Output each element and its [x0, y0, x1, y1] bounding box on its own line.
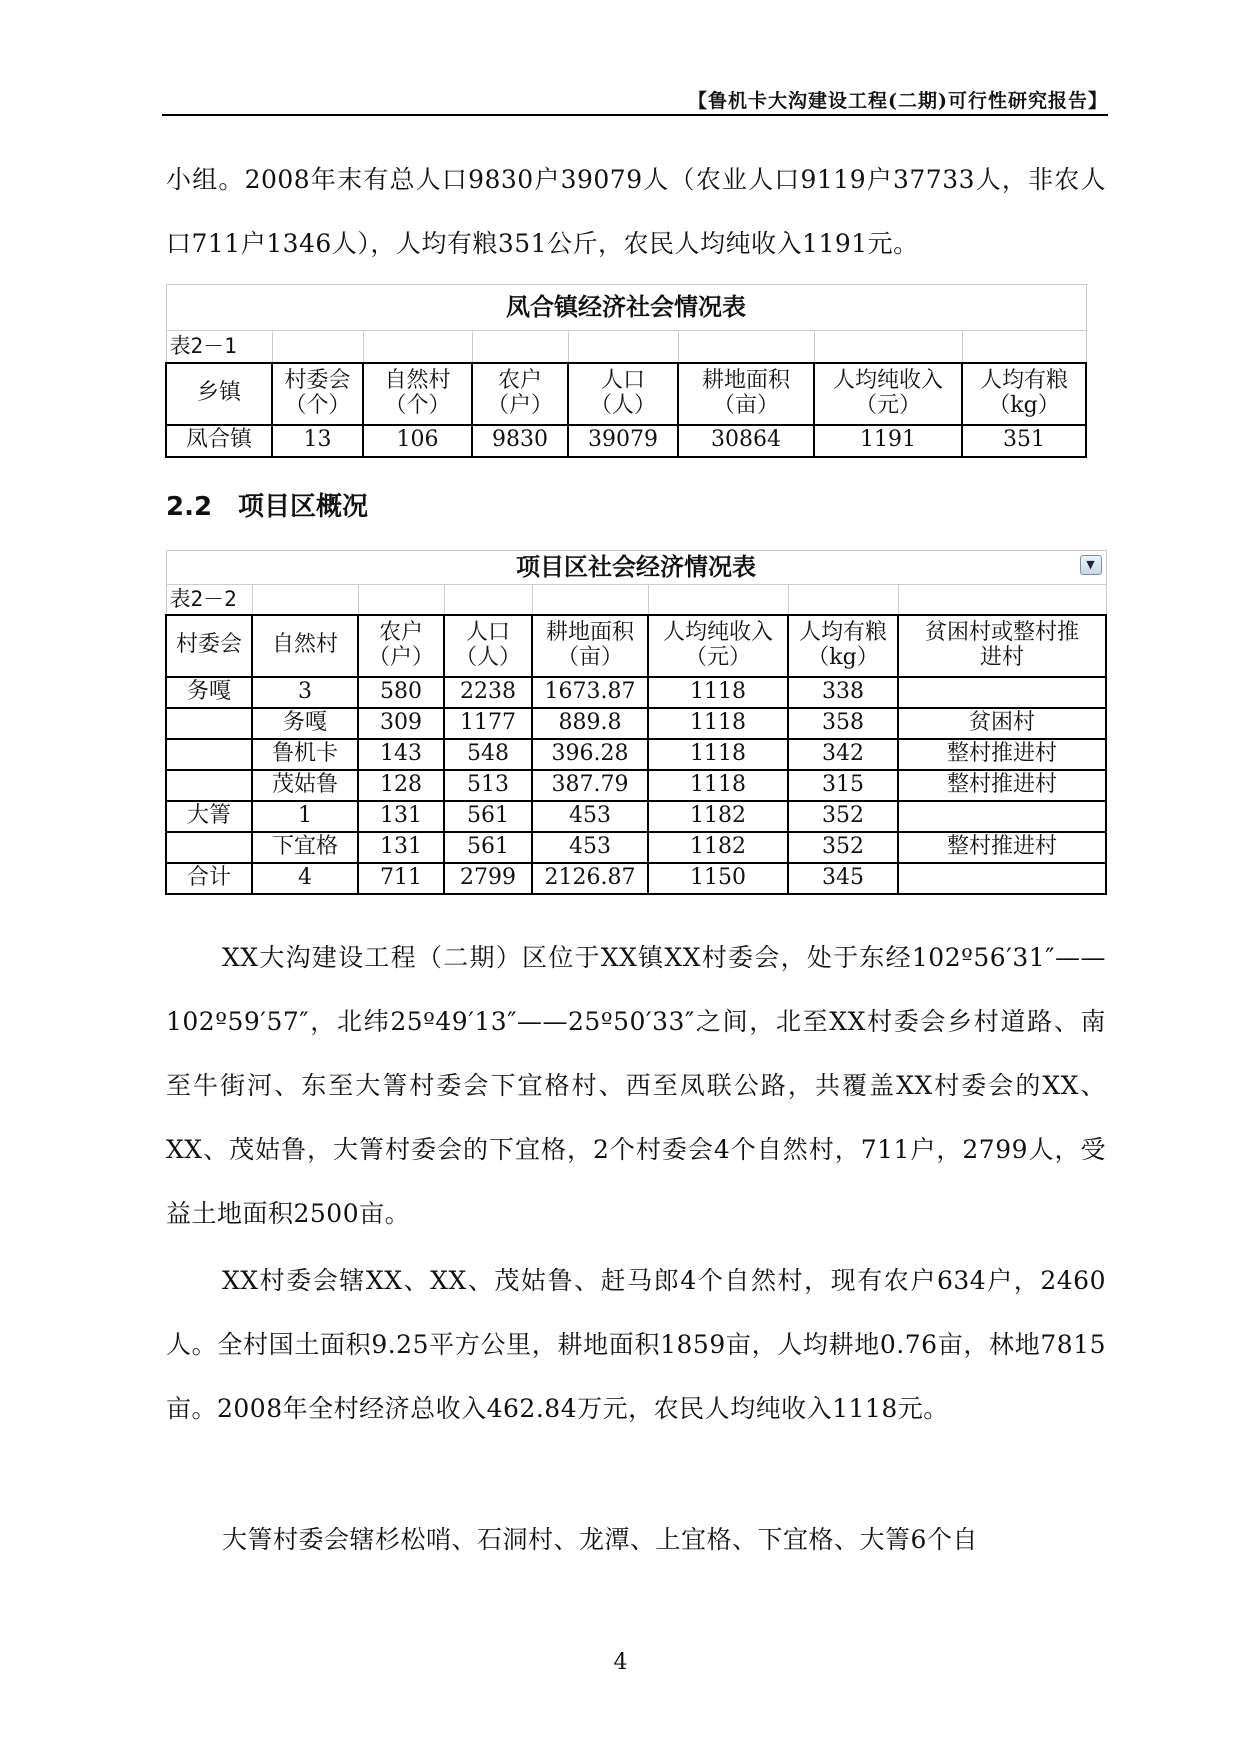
table2-cell: 下宜格 — [252, 832, 358, 863]
page-number: 4 — [613, 1650, 628, 1675]
table2-cell: 345 — [788, 863, 898, 894]
table2-cell: 4 — [252, 863, 358, 894]
table2-cell — [166, 708, 252, 739]
table2-header-cell: 人均有粮 （kg） — [788, 615, 898, 677]
chevron-down-icon[interactable]: ▼ — [1080, 555, 1102, 575]
paragraph-daqing: 大箐村委会辖杉松哨、石洞村、龙潭、上宜格、下宜格、大箐6个自 — [222, 1525, 978, 1554]
table1-cell: 1191 — [814, 425, 962, 457]
table2-cell: 387.79 — [532, 770, 648, 801]
table2-title-cell — [166, 551, 1106, 585]
table2-header-cell: 村委会 — [166, 615, 252, 677]
table1-header-cell: 人均有粮 （kg） — [962, 363, 1086, 425]
table2-header-cell: 贫困村或整村推 进村 — [898, 615, 1106, 677]
table2-cell: 2238 — [444, 677, 532, 708]
table1-header-cell: 耕地面积 （亩） — [678, 363, 814, 425]
table2-cell: 1 — [252, 801, 358, 832]
table2-cell: 贫困村 — [898, 708, 1106, 739]
table2-cell: 396.28 — [532, 739, 648, 770]
table2-cell: 131 — [358, 832, 444, 863]
table2-cell: 1177 — [444, 708, 532, 739]
table2-cell: 1150 — [648, 863, 788, 894]
document-header: 【鲁机卡大沟建设工程(二期)可行性研究报告】 — [688, 90, 1108, 112]
table2-header-cell: 耕地面积 （亩） — [532, 615, 648, 677]
project-area-table — [165, 550, 1107, 895]
table2-cell — [898, 863, 1106, 894]
table2-cell: 561 — [444, 832, 532, 863]
table2-header-cell: 人口 （人） — [444, 615, 532, 677]
header-rule — [162, 114, 1108, 116]
table1-cell: 凤合镇 — [166, 425, 272, 457]
table2-cell — [898, 677, 1106, 708]
table1-cell: 351 — [962, 425, 1086, 457]
table2-cell — [166, 770, 252, 801]
table2-header-cell: 自然村 — [252, 615, 358, 677]
table2-cell: 315 — [788, 770, 898, 801]
table2-cell: 889.8 — [532, 708, 648, 739]
table2-cell — [898, 801, 1106, 832]
table2-cell: 鲁机卡 — [252, 739, 358, 770]
section-heading: 2.2 项目区概况 — [166, 492, 369, 522]
table2-cell: 453 — [532, 832, 648, 863]
table2-cell: 453 — [532, 801, 648, 832]
table1-cell: 13 — [272, 425, 363, 457]
table2-cell: 309 — [358, 708, 444, 739]
table2-header-cell: 农户 （户） — [358, 615, 444, 677]
table2-cell: 1673.87 — [532, 677, 648, 708]
table2-cell: 1118 — [648, 708, 788, 739]
paragraph-village-committee: XX村委会辖XX、XX、茂姑鲁、赶马郎4个自然村，现有农户634户，2460人。全村国土面积9.25平方公里，耕地面积1859亩，人均耕地0.76亩，林地7815亩。2008年全村经济总收入462.84万元，农民人均纯收入1118元。 — [166, 1266, 1106, 1423]
table2-cell: 合计 — [166, 863, 252, 894]
table2-cell: 务嘎 — [252, 708, 358, 739]
table1-cell: 106 — [363, 425, 472, 457]
table2-cell: 2126.87 — [532, 863, 648, 894]
table2-title: 项目区社会经济情况表 — [516, 553, 756, 582]
table1-title: 凤合镇经济社会情况表 — [166, 285, 1086, 331]
table2-cell: 2799 — [444, 863, 532, 894]
table2-cell: 338 — [788, 677, 898, 708]
table2-cell: 711 — [358, 863, 444, 894]
table2-cell: 务嘎 — [166, 677, 252, 708]
table1-label: 表2－1 — [166, 331, 272, 363]
table2-cell: 1182 — [648, 832, 788, 863]
table1-header-cell: 农户 （户） — [472, 363, 568, 425]
table2-cell: 352 — [788, 801, 898, 832]
table1-header-cell: 人均纯收入 （元） — [814, 363, 962, 425]
table2-cell: 143 — [358, 739, 444, 770]
town-economy-table — [165, 284, 1087, 458]
table2-cell: 561 — [444, 801, 532, 832]
table2-cell: 整村推进村 — [898, 832, 1106, 863]
table2-cell: 大箐 — [166, 801, 252, 832]
table2-cell: 整村推进村 — [898, 770, 1106, 801]
paragraph-project-location: XX大沟建设工程（二期）区位于XX镇XX村委会，处于东经102º56′31″——102º59′57″，北纬25º49′13″——25º50′33″之间，北至XX村委会乡村道路、南至牛街河、东至大箐村委会下宜格村、西至凤联公路，共覆盖XX村委会的XX、XX、茂姑鲁，大箐村委会的下宜格，2个村委会4个自然村，711户，2799人，受益土地面积2500亩。 — [166, 943, 1106, 1228]
table1-cell: 9830 — [472, 425, 568, 457]
table1-header-cell: 人口 （人） — [568, 363, 678, 425]
table2-cell: 513 — [444, 770, 532, 801]
table1-cell: 39079 — [568, 425, 678, 457]
table2-cell: 1182 — [648, 801, 788, 832]
table2-cell: 1118 — [648, 770, 788, 801]
table2-cell: 茂姑鲁 — [252, 770, 358, 801]
table1-header-cell: 村委会 （个） — [272, 363, 363, 425]
table2-cell: 342 — [788, 739, 898, 770]
table2-cell — [166, 832, 252, 863]
table1-cell: 30864 — [678, 425, 814, 457]
table2-cell: 3 — [252, 677, 358, 708]
table2-cell: 131 — [358, 801, 444, 832]
table2-cell: 1118 — [648, 739, 788, 770]
table1-header-cell: 自然村 （个） — [363, 363, 472, 425]
table2-cell: 358 — [788, 708, 898, 739]
table2-cell: 548 — [444, 739, 532, 770]
table1-header-cell: 乡镇 — [166, 363, 272, 425]
paragraph-population: 小组。2008年末有总人口9830户39079人（农业人口9119户37733人，非农人口711户1346人），人均有粮351公斤，农民人均纯收入1191元。 — [166, 165, 1106, 258]
table2-cell: 128 — [358, 770, 444, 801]
table2-cell — [166, 739, 252, 770]
table2-cell: 1118 — [648, 677, 788, 708]
table2-header-cell: 人均纯收入 （元） — [648, 615, 788, 677]
table2-cell: 580 — [358, 677, 444, 708]
table2-cell: 整村推进村 — [898, 739, 1106, 770]
table2-cell: 352 — [788, 832, 898, 863]
table2-label: 表2－2 — [166, 585, 252, 615]
